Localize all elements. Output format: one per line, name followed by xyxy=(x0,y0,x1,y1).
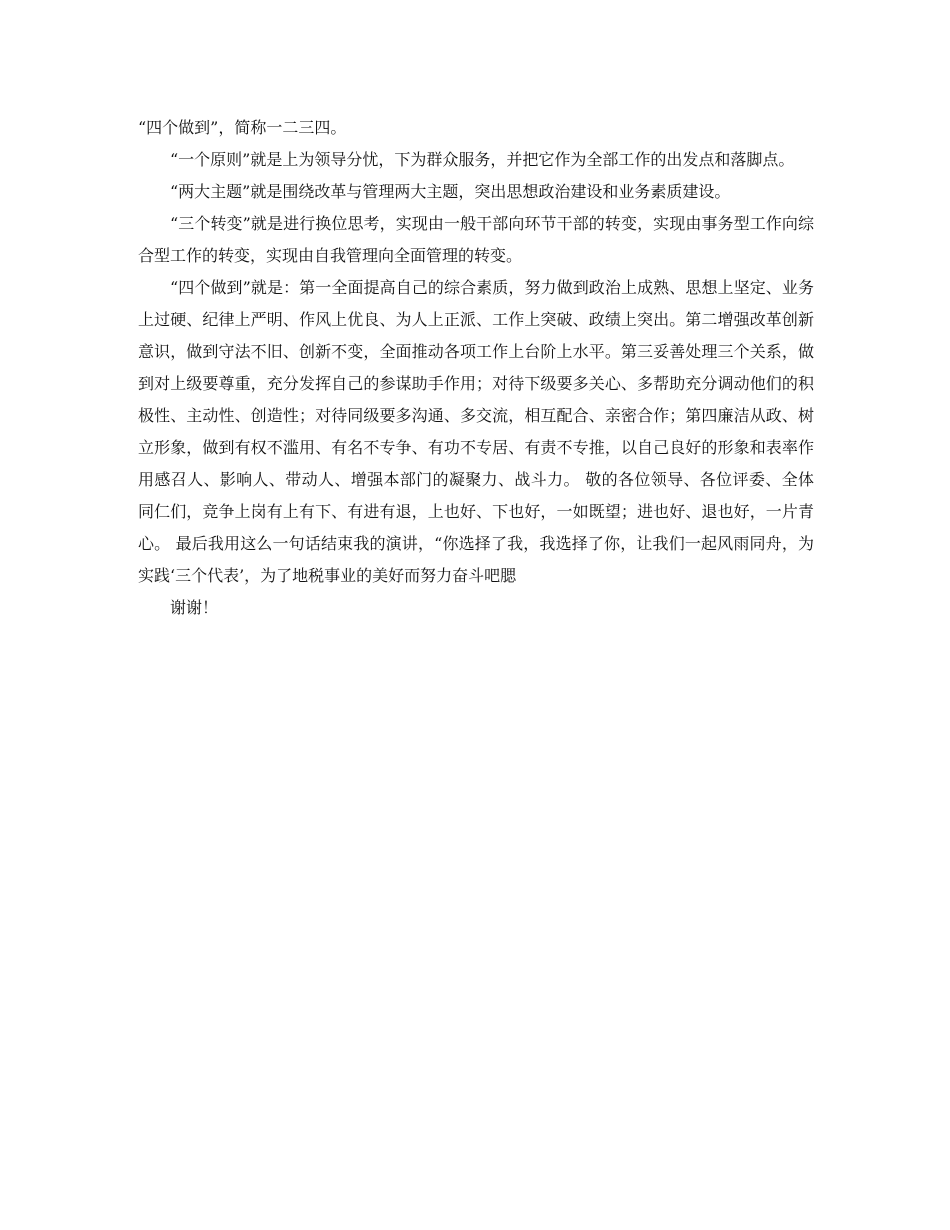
document-body xyxy=(138,112,814,624)
paragraph-thanks: 谢谢！ xyxy=(170,598,219,617)
paragraph-four-achievements: “四个做到”就是：第一全面提高自己的综合素质，努力做到政治上成熟、思想上坚定、业务上过硬、纪律上严明、作风上优良、为人上正派、工作上突破、政绩上突出。第二增强改革创新意识，做到守法不旧、创新不变，全面推动各项工作上台阶上水平。第三妥善处理三个关系，做到对上级要尊重，充分发挥自己的参谋助手作用；对待下级要多关心、多帮助充分调动他们的积极性、主动性、创造性；对待同级要多沟通、多交流，相互配合、亲密合作；第四廉洁从政、树立形象，做到有权不滥用、有名不专争、有功不专居、有责不专推，以自己良好的形象和表率作用感召人、影响人、带动人、增强本部门的凝聚力、战斗力。 敬的各位领导、各位评委、全体同仁们，竞争上岗有上有下、有进有退，上也好、下也好，一如既望；进也好、退也好，一片青心。 最后我用这么一句话结束我的演讲，“你选择了我，我选择了你，让我们一起风雨同舟，为实践‘三个代表’，为了地税事业的美好而努力奋斗吧腮 xyxy=(138,278,814,585)
paragraph-summary: “四个做到”，简称一二三四。 xyxy=(138,118,347,137)
paragraph-three-changes: “三个转变”就是进行换位思考，实现由一般干部向环节干部的转变，实现由事务型工作向综合型工作的转变，实现由自我管理向全面管理的转变。 xyxy=(138,214,814,265)
paragraph-two-themes: “两大主题”就是围绕改革与管理两大主题，突出思想政治建设和业务素质建设。 xyxy=(170,182,731,201)
paragraph-one-principle: “一个原则”就是上为领导分忧，下为群众服务，并把它作为全部工作的出发点和落脚点。 xyxy=(170,150,795,169)
